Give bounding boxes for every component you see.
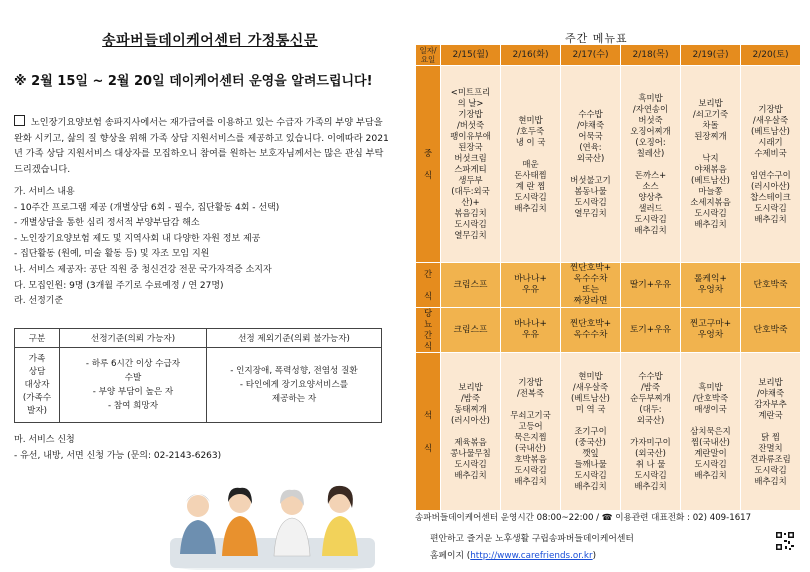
apply-section: [14, 432, 221, 464]
menu-cell: 단호박죽: [741, 263, 801, 308]
menu-day-header: 2/15(월): [441, 45, 501, 66]
criteria-table: [14, 328, 382, 423]
criteria-include: [60, 348, 207, 423]
menu-cell: 보리밥 /쇠고기죽 차돌 된장찌개 낙지 야채볶음 (베트남산) 마늘쫑 소세지볶음 도시락김 배추김치: [681, 66, 741, 263]
menu-day-header: 2/18(목): [621, 45, 681, 66]
criteria-row-label: 가족 상담 대상자 (가족수 발자): [15, 348, 60, 423]
apply-text: - 유선, 내방, 서면 신청 가능 (문의: 02-2143-6263): [14, 451, 222, 461]
section-line: - 10주간 프로그램 제공 (개별상담 6회 - 필수, 집단활동 4회 - 선택): [14, 202, 280, 213]
menu-cell: 크림스프: [441, 263, 501, 308]
family-illustration: [170, 476, 375, 570]
menu-day-header: 2/17(수): [561, 45, 621, 66]
operating-hours: 송파버들데이케어센터 운영시간 08:00~22:00 / ☎ 이용관련 대표전화 : 02) 409-1617: [415, 513, 752, 523]
menu-cell: 흑미밥 /단호박죽 매생이국 삼치묵은지 찜(국내산) 계란말이 도시락김 배추김치: [681, 353, 741, 511]
menu-title: 주간 메뉴표: [565, 32, 628, 45]
section-line: - 개별상담을 통한 심리 정서적 부양부담감 해소: [14, 218, 200, 229]
homepage-close: ): [592, 551, 597, 561]
menu-cell: 바나나+ 우유: [501, 308, 561, 353]
menu-row: [416, 353, 801, 511]
menu-day-header: 2/19(금): [681, 45, 741, 66]
menu-cell: 바나나+ 우유: [501, 263, 561, 308]
menu-row: [416, 66, 801, 263]
homepage-link[interactable]: http://www.carefriends.or.kr: [470, 551, 593, 561]
intro-text: 노인장기요양보험 송파지사에서는 재가급여를 이용하고 있는 수급자 가족의 부양 부담을 완화 시키고, 삶의 질 향상을 위해 가족 상담 지원서비스를 제공하고 있습니다. 이에따라 2021년 가족 상담 지원서비스 대상자를 모집하오니 참여를 원하는 보호자님께서는 많은 관심 부탁드리겠습니다.: [14, 117, 389, 175]
criteria-line: - 하루 6시간 이상 수급자: [85, 359, 181, 369]
criteria-line: - 타인에게 장기요양서비스를: [239, 380, 349, 390]
menu-cell: 딸기+우유: [621, 263, 681, 308]
section-line: 라. 선정기준: [14, 296, 64, 307]
criteria-line: - 인지장애, 폭력성향, 전염성 질환: [230, 366, 358, 376]
criteria-line: - 참여 희망자: [107, 401, 159, 411]
menu-cell: 찐단호박+ 옥수수차: [561, 308, 621, 353]
menu-cell: 기장밥 /새우살죽 (베트남산) 시래기 수제비국 임연수구이 (러시아산) 찹스테이크 도시락김 배추김치: [741, 66, 801, 263]
menu-cell: 보리밥 /야채죽 감자부추 계란국 닭 찜 잔멸치 견과류조림 도시락김 배추김치: [741, 353, 801, 511]
menu-cell: 기장밥 /전복죽 무쇠고기국 고등어 묵은지찜 (국내산) 호박볶음 도시락김 배추김치: [501, 353, 561, 511]
qr-code-icon[interactable]: [775, 531, 795, 551]
criteria-exclude: [207, 348, 382, 423]
menu-day-header: 2/20(토): [741, 45, 801, 66]
menu-row-label: 중 식: [416, 66, 441, 263]
menu-header-row: [416, 45, 801, 66]
section-line: 가. 서비스 내용: [14, 187, 75, 197]
intro-paragraph: [14, 115, 392, 177]
criteria-header: 선정기준(의뢰 가능자): [60, 329, 207, 348]
menu-corner-label: 일자/요일: [416, 45, 441, 66]
headline: ※ 2월 15일 ~ 2월 20일 데이케어센터 운영을 알려드립니다!: [14, 74, 373, 89]
homepage-label: 홈페이지 (: [430, 551, 471, 561]
checkbox-icon: [14, 115, 25, 126]
criteria-line: - 부양 부담이 높은 자: [92, 387, 174, 397]
section-line: 다. 모집인원: 9명 (3개월 주기로 수료예정 / 연 27명): [14, 280, 224, 291]
menu-cell: 수수밥 /밤죽 순두부찌개 (대두: 외국산) 가자미구이 (외국산) 취 나 물 도시락김 배추김치: [621, 353, 681, 511]
menu-cell: 롤케익+ 우엉차: [681, 263, 741, 308]
menu-row: [416, 263, 801, 308]
weekly-menu-table: [415, 44, 801, 511]
menu-cell: 크림스프: [441, 308, 501, 353]
menu-cell: 찐고구마+ 우엉차: [681, 308, 741, 353]
menu-cell: 찐단호박+ 옥수수차 또는 짜장라면: [561, 263, 621, 308]
menu-row-label: 석 식: [416, 353, 441, 511]
menu-cell: 보리밥 /밤죽 동태찌개 (러시아산) 제육볶음 콩나물무침 도시락김 배추김치: [441, 353, 501, 511]
homepage: [430, 548, 596, 561]
menu-row-label: 당 뇨 간 식: [416, 308, 441, 353]
menu-cell: 수수밥 /야채죽 어묵국 (연육: 외국산) 버섯불고기 봄동나물 도시락김 열무김치: [561, 66, 621, 263]
menu-row-label: 간 식: [416, 263, 441, 308]
menu-cell: 단호박죽: [741, 308, 801, 353]
service-sections: [14, 185, 394, 310]
menu-cell: <미트프리 의 날> 기장밥 /버섯죽 팽이유부애 된장국 버섯크림 스파게티 생두부 (대두:외국 산)+ 볶음김치 도시락김 열무김치: [441, 66, 501, 263]
apply-heading: 마. 서비스 신청: [14, 435, 75, 445]
menu-row: [416, 308, 801, 353]
menu-cell: 현미밥 /호두죽 냉 이 국 매운 돈사태찜 계 란 찜 도시락김 배추김치: [501, 66, 561, 263]
section-line: - 노인장기요양보험 제도 및 지역사회 내 다양한 자원 정보 제공: [14, 233, 261, 244]
criteria-header: 구분: [15, 329, 60, 348]
section-line: 나. 서비스 제공자: 공단 직원 중 청신건강 전문 국가자격증 소지자: [14, 264, 272, 275]
menu-day-header: 2/16(화): [501, 45, 561, 66]
menu-cell: 흑미밥 /자연송이 버섯죽 오징어찌개 (오징어: 칠레산) 돈까스+ 소스 양상추 샐러드 도시락김 배추김치: [621, 66, 681, 263]
slogan: 편안하고 즐거운 노후생활 구립송파버들데이케어센터: [430, 534, 634, 544]
menu-cell: 현미밥 /새우살죽 (베트남산) 미 역 국 조기구이 (중국산) 깻잎 들깨나물 도시락김 배추김치: [561, 353, 621, 511]
criteria-header: 선정 제외기준(의뢰 불가능자): [207, 329, 382, 348]
section-line: - 집단활동 (원예, 미술 활동 등) 및 자조 모임 지원: [14, 249, 210, 260]
menu-cell: 토기+우유: [621, 308, 681, 353]
criteria-line: 수발: [124, 373, 142, 383]
page-title: 송파버들데이케어센터 가정통신문: [102, 33, 318, 49]
criteria-line: 제공하는 자: [271, 394, 317, 404]
